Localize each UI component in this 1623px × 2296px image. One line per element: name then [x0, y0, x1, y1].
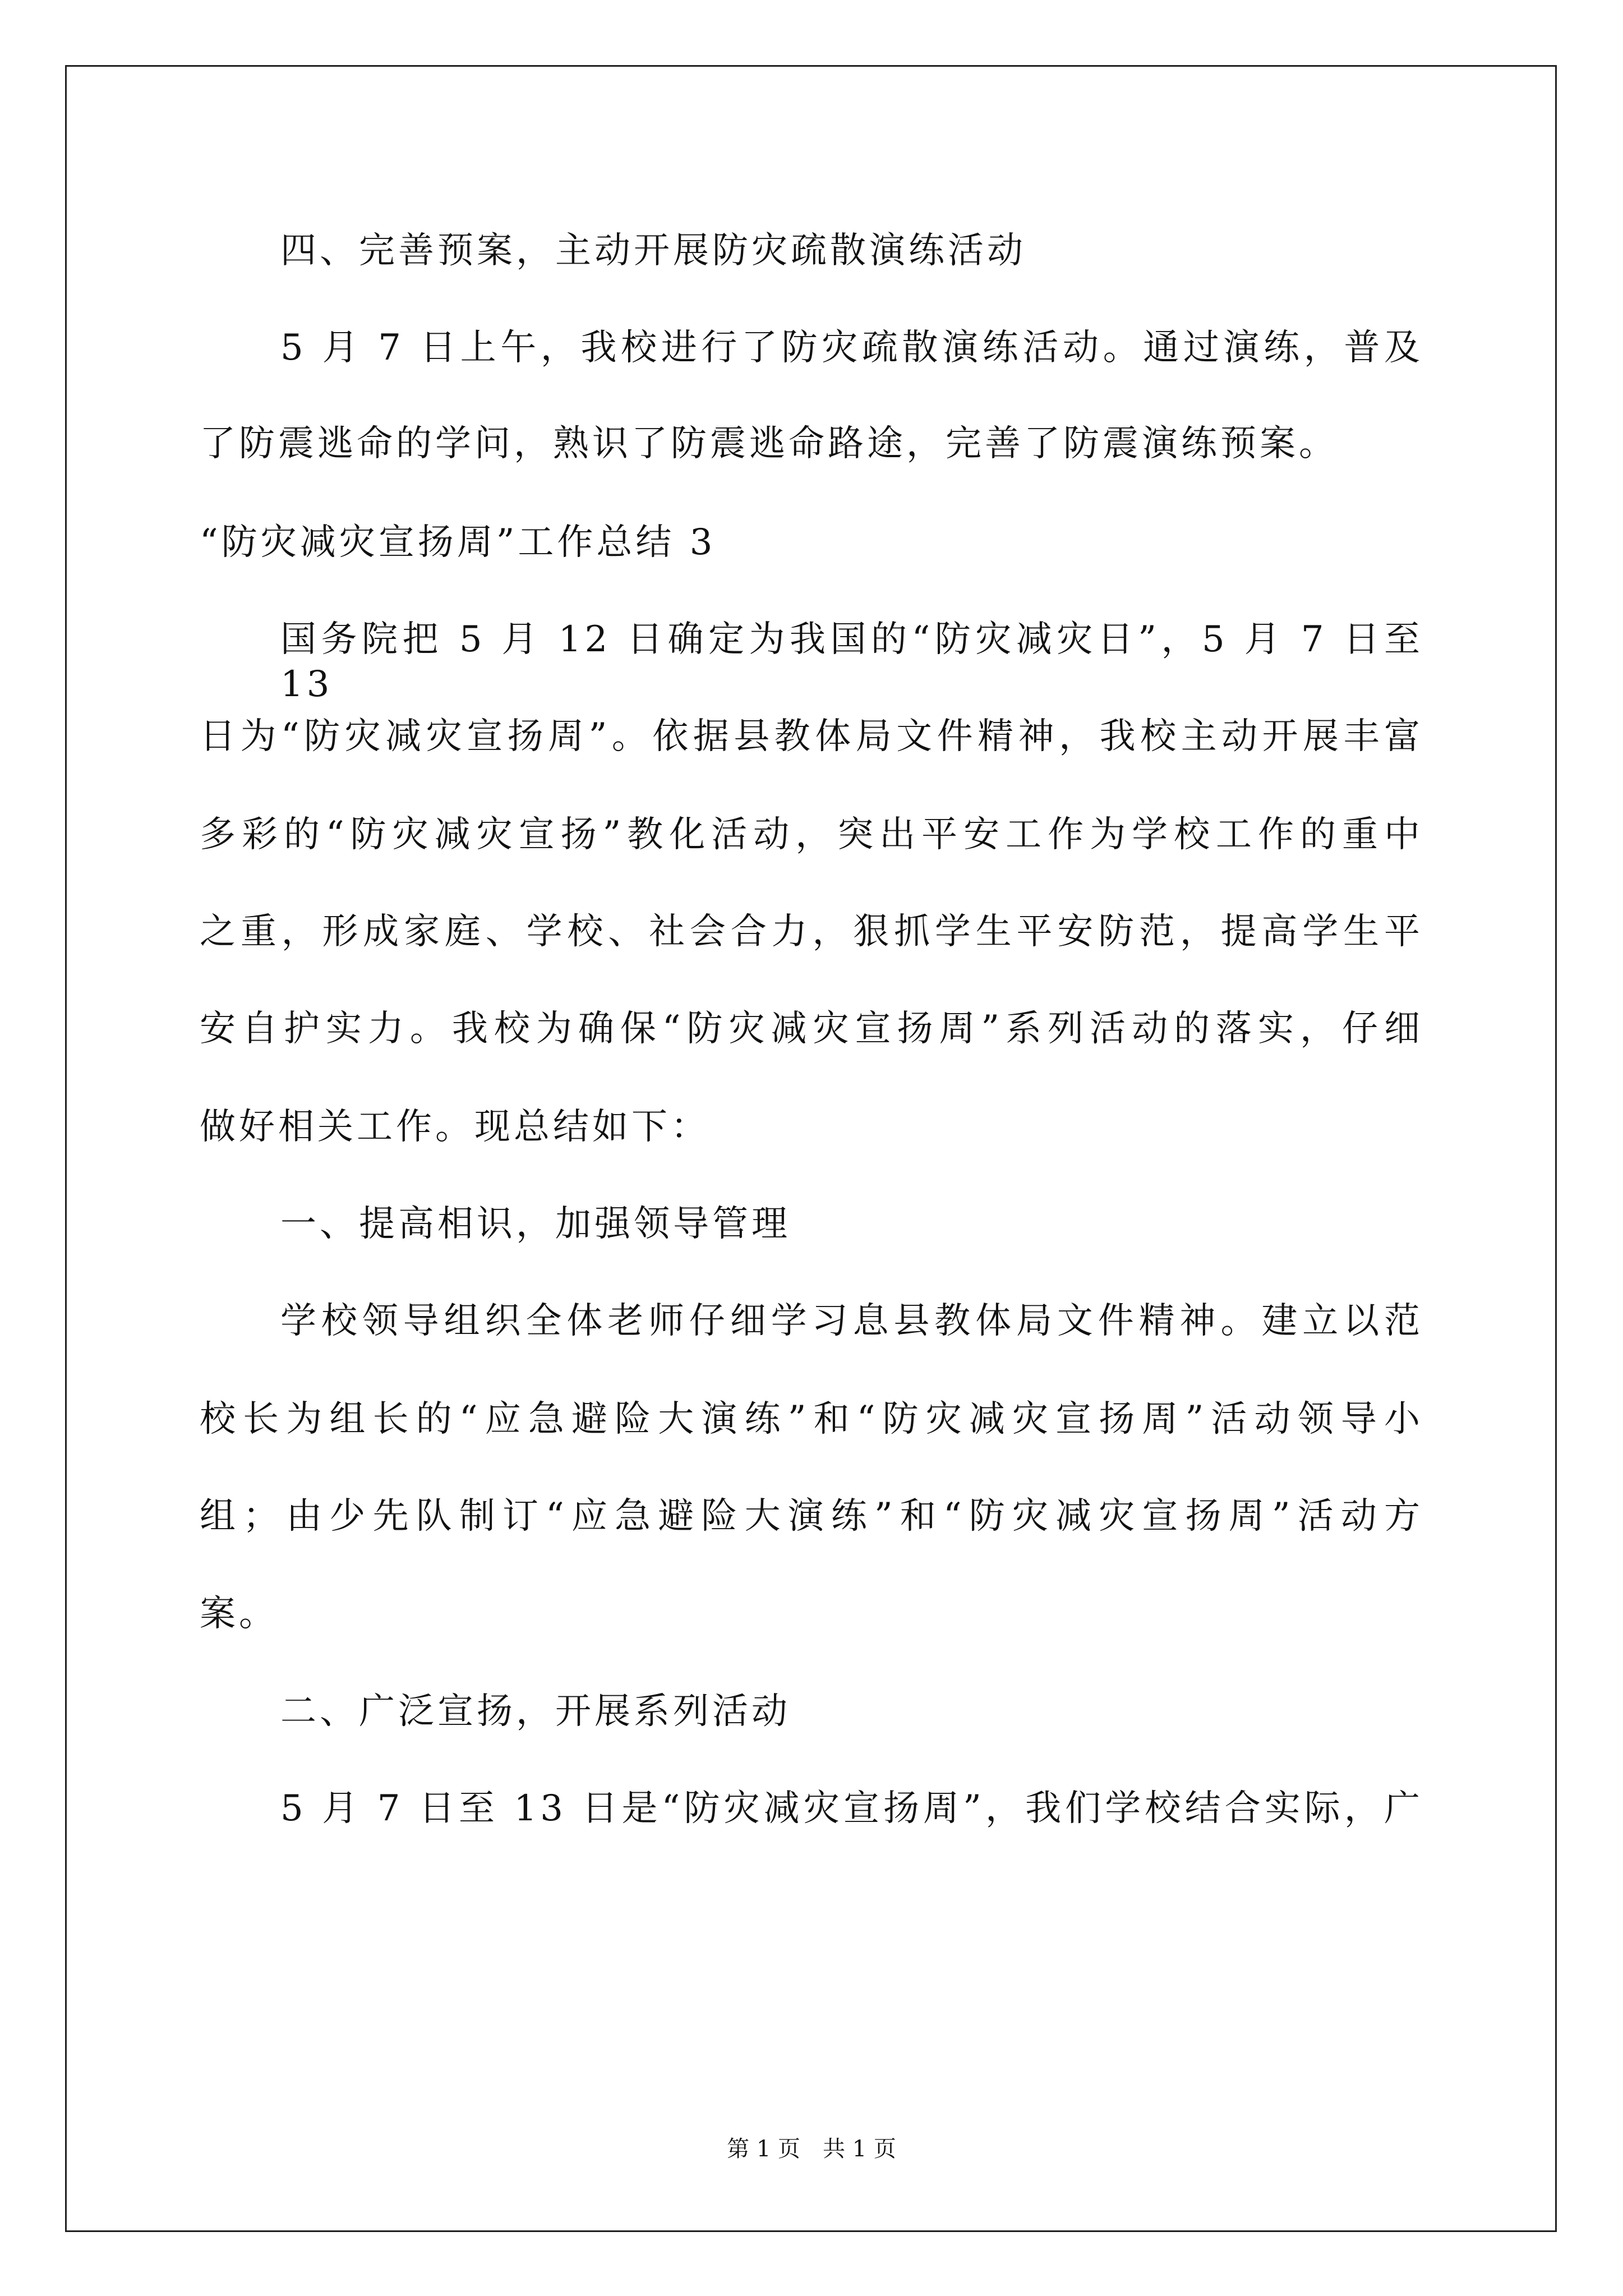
paragraph-line: 案。	[200, 1593, 278, 1635]
paragraph-line: 了防震逃命的学问，熟识了防震逃命路途，完善了防震演练预案。	[200, 423, 1338, 464]
paragraph-line: 学校领导组织全体老师仔细学习息县教体局文件精神。建立以范	[280, 1300, 1423, 1342]
paragraph-line: 组；由少先队制订“应急避险大演练”和“防灾减灾宣扬周”活动方	[200, 1496, 1423, 1537]
section-heading-2: 二、广泛宣扬，开展系列活动	[280, 1691, 791, 1732]
document-title: “防灾减灾宣扬周”工作总结 3	[200, 522, 716, 563]
page-number-footer: 第 1 页 共 1 页	[727, 2136, 896, 2162]
paragraph-line: 做好相关工作。现总结如下：	[200, 1106, 710, 1148]
paragraph-line: 国务院把 5 月 12 日确定为我国的“防灾减灾日”，5 月 7 日至 13	[280, 619, 1423, 705]
paragraph-line: 5 月 7 日上午，我校进行了防灾疏散演练活动。通过演练，普及	[280, 327, 1423, 369]
paragraph-line: 之重，形成家庭、学校、社会合力，狠抓学生平安防范，提高学生平	[200, 911, 1423, 953]
section-heading-4: 四、完善预案，主动开展防灾疏散演练活动	[280, 230, 1026, 272]
paragraph-line: 5 月 7 日至 13 日是“防灾减灾宣扬周”，我们学校结合实际，广	[280, 1788, 1423, 1829]
paragraph-line: 安自护实力。我校为确保“防灾减灾宣扬周”系列活动的落实，仔细	[200, 1008, 1423, 1050]
paragraph-line: 多彩的“防灾减灾宣扬”教化活动，突出平安工作为学校工作的重中	[200, 814, 1423, 855]
paragraph-line: 校长为组长的“应急避险大演练”和“防灾减灾宣扬周”活动领导小	[200, 1398, 1423, 1440]
section-heading-1: 一、提高相识，加强领导管理	[280, 1203, 791, 1245]
paragraph-line: 日为“防灾减灾宣扬周”。依据县教体局文件精神，我校主动开展丰富	[200, 716, 1423, 757]
